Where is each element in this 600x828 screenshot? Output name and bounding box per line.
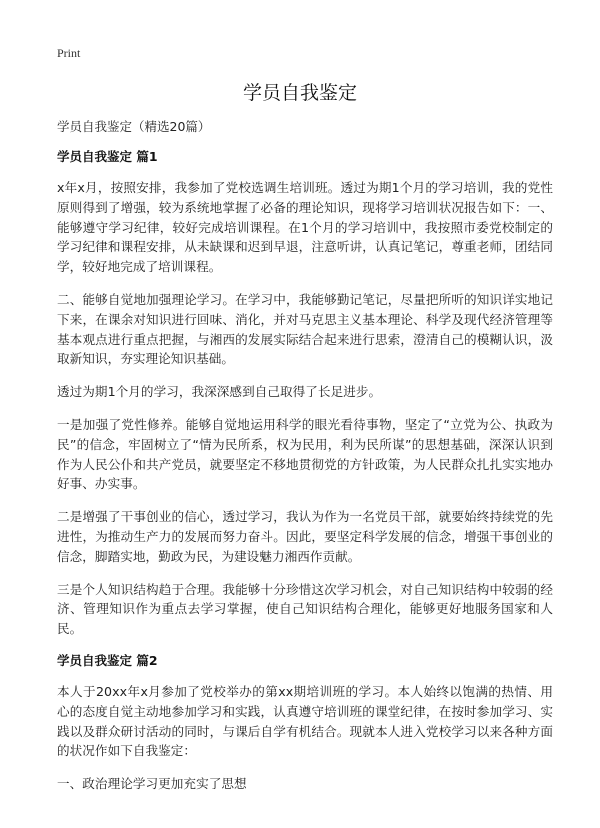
paragraph: 三是个人知识结构趋于合理。我能够十分珍惜这次学习机会，对自己知识结构中较弱的经济、管理知识作为重点去学习掌握，使自己知识结构合理化，能够更好地服务国家和人民。 [57, 581, 553, 637]
paragraph: 透过为期1个月的学习，我深深感到自己取得了长足进步。 [57, 384, 382, 400]
paragraph: x年x月，按照安排，我参加了党校选调生培训班。透过为期1个月的学习培训，我的党性原则得到了增强，较为系统地掌握了必备的理论知识，现将学习培训状况报告如下：一、能够遵守学习纪律，较好完成培训课程。在1个月的学习培训中，我按照市委党校制定的学习纪律和课程安排，从未缺课和迟到早退，注意听讲，认真记笔记，尊重老师，团结同学，较好地完成了培训课程。 [57, 180, 553, 275]
paragraph: 二、能够自觉地加强理论学习。在学习中，我能够勤记笔记，尽量把所听的知识详实地记下来，在课余对知识进行回味、消化，并对马克思主义基本理论、科学及现代经济管理等基本观点进行重点把握，与湘西的发展实际结合起来进行思索，澄清自己的模糊认识，汲取新知识，夯实理论知识基础。 [57, 291, 553, 367]
paragraph: 一、政治理论学习更加充实了思想 [57, 776, 247, 792]
paragraph: 一是加强了党性修养。能够自觉地运用科学的眼光看待事物，坚定了“立党为公、执政为民”的信念，牢固树立了“情为民所系，权为民用，利为民所谋”的思想基础，深深认识到作为人民公仆和共产党员，就要坚定不移地贯彻党的方针政策，为人民群众扎扎实实地办好事、办实事。 [57, 416, 553, 492]
document-subtitle: 学员自我鉴定（精选20篇） [57, 119, 211, 134]
print-link[interactable]: Print [57, 46, 81, 60]
page-title: 学员自我鉴定 [242, 82, 357, 104]
paragraph: 二是增强了干事创业的信心，透过学习，我认为作为一名党员干部，就要始终持续党的先进性，为推动生产力的发展而努力奋斗。因此，要坚定科学发展的信念，增强干事创业的信念，脚踏实地，勤政为民，为建设魅力湘西作贡献。 [57, 509, 553, 564]
section-heading-1: 学员自我鉴定 篇1 [57, 149, 158, 164]
paragraph: 本人于20xx年x月参加了党校举办的第xx期培训班的学习。本人始终以饱满的热情、用心的态度自觉主动地参加学习和实践，认真遵守培训班的课堂纪律，在按时参加学习、实践以及群众研讨活动的同时，与课后自学有机结合。现就本人进入党校学习以来各种方面的状况作如下自我鉴定： [57, 683, 553, 759]
document-body [57, 118, 553, 807]
section-heading-2: 学员自我鉴定 篇2 [57, 652, 158, 668]
